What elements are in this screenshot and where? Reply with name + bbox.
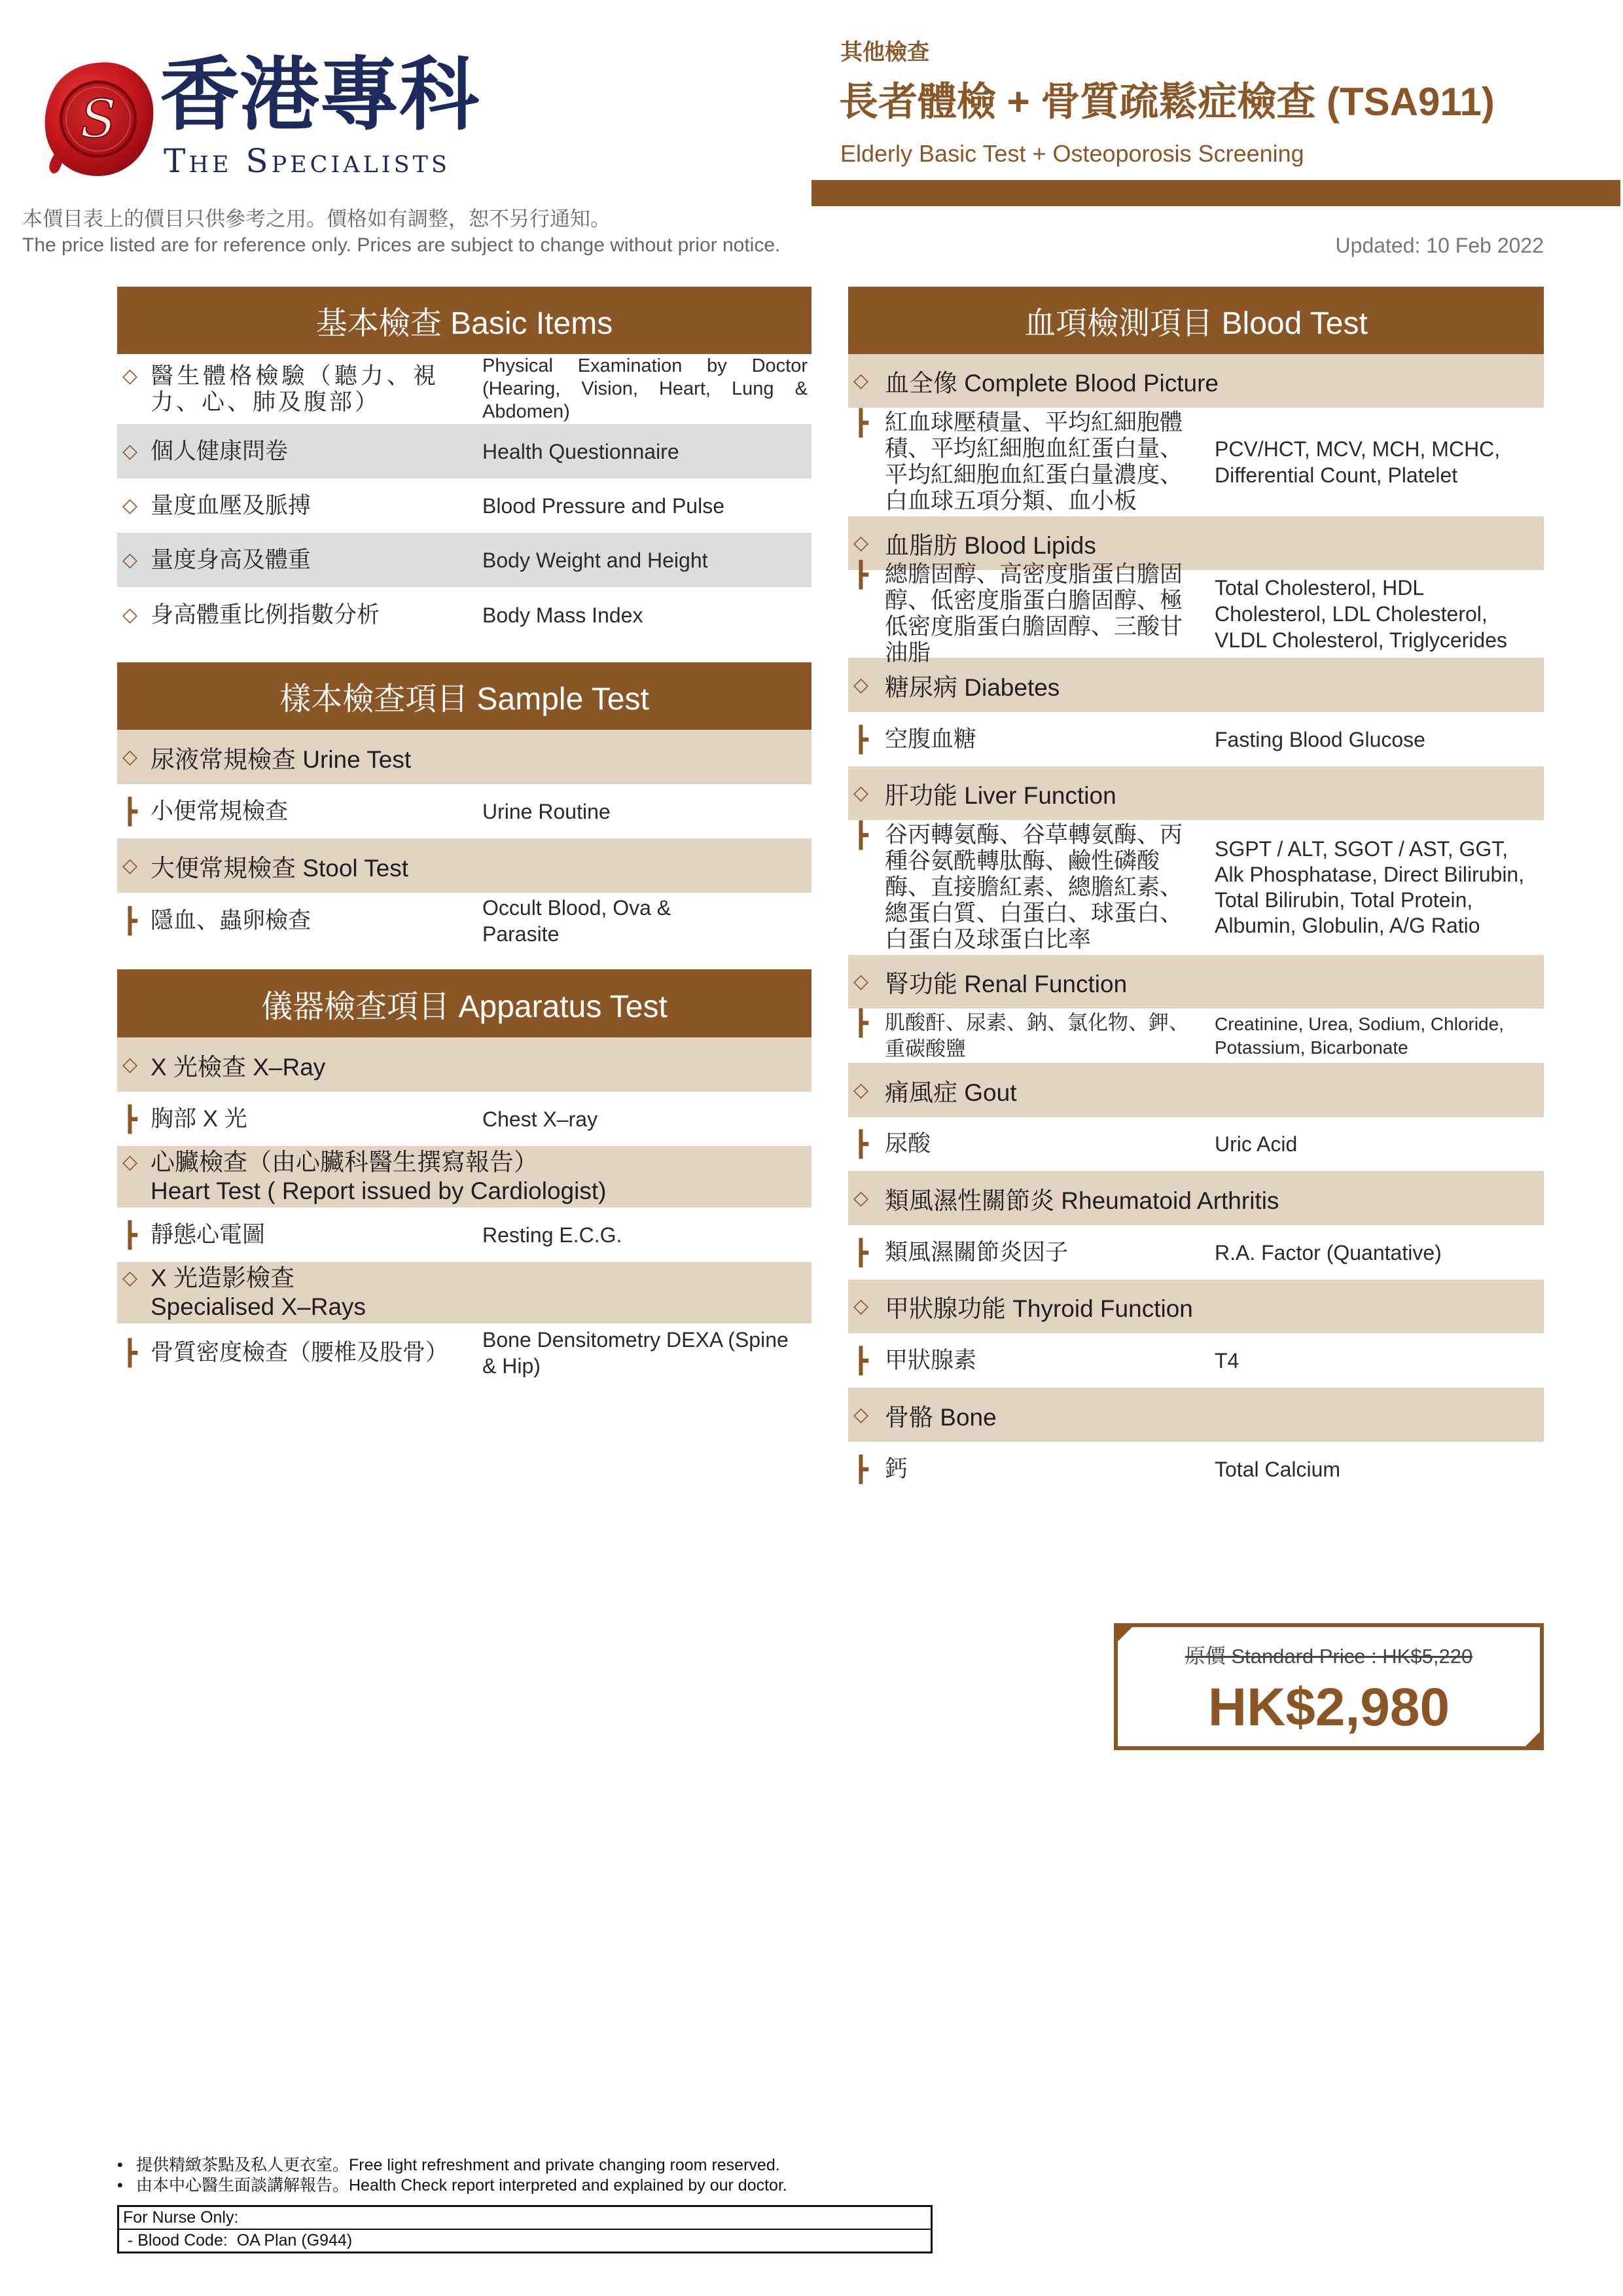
- blood-item-ra-factor: [848, 1225, 1544, 1280]
- section-x-ray: [117, 1037, 812, 1092]
- basic-item-blood-pressure: [117, 478, 812, 533]
- item-name-en: Uric Acid: [1215, 1132, 1298, 1156]
- diamond-bullet-icon: ◇: [122, 745, 138, 768]
- disclaimer-zh: 本價目表上的價目只供參考之用。價格如有調整，恕不另行通知。: [22, 207, 611, 230]
- diamond-bullet-icon: ◇: [853, 1403, 869, 1426]
- apparatus-item-chest-x-ray: [117, 1092, 812, 1146]
- blood-code: - Blood Code: OA Plan (G944): [123, 2231, 353, 2250]
- item-name-zh: 肌酸酐、尿素、鈉、氯化物、鉀、重碳酸鹽: [885, 1011, 1189, 1060]
- blood-item-uric-acid: [848, 1117, 1544, 1171]
- nurse-box-title: For Nurse Only:: [119, 2207, 931, 2230]
- sample-item-urine-routine: [117, 784, 812, 838]
- section-urine-test: [117, 730, 812, 784]
- diamond-bullet-icon: ◇: [122, 854, 138, 876]
- item-name-zh: 谷丙轉氨酶、谷草轉氨酶、丙種谷氨酰轉肽酶、鹼性磷酸酶、直接膽紅素、總膽紅素、總蛋白質、白蛋白、球蛋白、白蛋白及球蛋白比率: [885, 822, 1183, 952]
- diamond-bullet-icon: ◇: [853, 532, 869, 554]
- basic-item-bmi: [117, 587, 812, 643]
- item-name-zh: 隱血、蟲卵檢查: [151, 907, 312, 933]
- right-column: [848, 287, 1544, 1496]
- diamond-bullet-icon: ◇: [122, 1151, 138, 1173]
- section-title: 血全像 Complete Blood Picture: [885, 370, 1219, 397]
- section-title: 甲狀腺功能 Thyroid Function: [885, 1295, 1193, 1322]
- section-renal-function: [848, 955, 1544, 1009]
- section-specialised-x-rays: [117, 1262, 812, 1323]
- branch-bullet-icon: ┣: [853, 1130, 868, 1158]
- updated-date: Updated: 10 Feb 2022: [1335, 234, 1544, 257]
- item-name-en: Health Questionnaire: [482, 439, 679, 463]
- item-name-zh: 靜態心電圖: [151, 1221, 266, 1247]
- section-title-en: Heart Test ( Report issued by Cardiologist): [151, 1177, 607, 1204]
- page-subtitle: Elderly Basic Test + Osteoporosis Screening: [840, 140, 1304, 167]
- blood-item-liver-function: [848, 820, 1544, 955]
- note-text: 由本中心醫生面談講解報告。Health Check report interpreted and explained by our doctor.: [136, 2176, 787, 2195]
- item-name-en: Body Weight and Height: [482, 548, 708, 572]
- blood-item-total-calcium: [848, 1442, 1544, 1496]
- blood-item-lipids: [848, 560, 1544, 666]
- branch-bullet-icon: ┣: [122, 797, 137, 826]
- item-name-en: Body Mass Index: [482, 603, 643, 627]
- section-title: X 光檢查 X–Ray: [151, 1053, 326, 1081]
- blood-item-fasting-glucose: [848, 712, 1544, 766]
- item-name-en: Total Cholesterol, HDL Cholesterol, LDL Cholesterol, VLDL Cholesterol, Triglycerides: [1215, 576, 1507, 652]
- item-name-zh: 醫生體格檢驗（聽力、視力、心、肺及腹部）: [151, 363, 438, 415]
- section-bone: [848, 1388, 1544, 1442]
- item-name-en: T4: [1215, 1348, 1240, 1372]
- blood-test-header: 血項檢測項目 Blood Test: [848, 287, 1544, 354]
- branch-bullet-icon: ┣: [853, 1238, 868, 1267]
- branch-bullet-icon: ┣: [853, 560, 868, 589]
- diamond-bullet-icon: ◇: [122, 1267, 138, 1289]
- note-text: 提供精緻茶點及私人更衣室。Free light refreshment and private changing room reserved.: [136, 2156, 780, 2174]
- item-name-en: Chest X–ray: [482, 1107, 598, 1131]
- section-title: 糖尿病 Diabetes: [885, 673, 1060, 701]
- diamond-bullet-icon: ◇: [122, 365, 138, 387]
- branch-bullet-icon: ┣: [122, 906, 137, 935]
- section-title: 類風濕性關節炎 Rheumatoid Arthritis: [885, 1187, 1279, 1214]
- branch-bullet-icon: ┣: [122, 1220, 137, 1249]
- basic-item-questionnaire: [117, 424, 812, 478]
- section-title: 骨骼 Bone: [885, 1403, 997, 1431]
- item-name-zh: 空腹血糖: [885, 726, 977, 752]
- item-name-zh: 鈣: [885, 1456, 908, 1482]
- section-title-zh: 心臟檢查（由心臟科醫生撰寫報告）: [151, 1149, 538, 1175]
- item-name-en: Occult Blood, Ova & Parasite: [482, 895, 671, 946]
- section-title: 尿液常規檢查 Urine Test: [151, 745, 412, 773]
- blood-item-complete-blood-picture: [848, 408, 1544, 516]
- item-name-en: SGPT / ALT, SGOT / AST, GGT, Alk Phosphatase, Direct Bilirubin, Total Bilirubin, Total Protein, Albumin, Globulin, A/G Ratio: [1215, 837, 1525, 937]
- left-column: [117, 287, 812, 1382]
- branch-bullet-icon: ┣: [853, 821, 868, 850]
- item-name-zh: 尿酸: [885, 1131, 931, 1157]
- bullet-icon: •: [117, 2176, 123, 2195]
- offer-price: HK$2,980: [1207, 1677, 1450, 1737]
- item-name-en: Blood Pressure and Pulse: [482, 493, 724, 518]
- section-gout: [848, 1063, 1544, 1117]
- branch-bullet-icon: ┣: [853, 408, 868, 437]
- section-title-en: Specialised X–Rays: [151, 1293, 366, 1320]
- section-title: 血脂肪 Blood Lipids: [885, 532, 1096, 559]
- item-name-en: Resting E.C.G.: [482, 1223, 622, 1247]
- branch-bullet-icon: ┣: [853, 1346, 868, 1375]
- diamond-bullet-icon: ◇: [122, 494, 138, 516]
- diamond-bullet-icon: ◇: [853, 370, 869, 391]
- brand-name-en: The Specialists: [164, 142, 450, 180]
- note-item: [117, 2176, 787, 2196]
- corner-decoration: [1114, 1623, 1136, 1645]
- diamond-bullet-icon: ◇: [853, 782, 869, 804]
- item-name-en: Urine Routine: [482, 799, 611, 823]
- standard-price: 原價 Standard Price : HK$5,220: [1185, 1645, 1473, 1668]
- section-title: 痛風症 Gout: [885, 1079, 1017, 1106]
- diamond-bullet-icon: ◇: [122, 440, 138, 462]
- diamond-bullet-icon: ◇: [122, 548, 138, 571]
- diamond-bullet-icon: ◇: [122, 603, 138, 626]
- diamond-bullet-icon: ◇: [853, 1187, 869, 1209]
- item-name-en: PCV/HCT, MCV, MCH, MCHC, Differential Count, Platelet: [1215, 437, 1501, 487]
- section-title: 腎功能 Renal Function: [885, 971, 1128, 997]
- disclaimer-en: The price listed are for reference only. Prices are subject to change without prior notice.: [22, 234, 781, 256]
- basic-item-physical-exam: [117, 354, 812, 424]
- section-rheumatoid-arthritis: [848, 1171, 1544, 1225]
- page-title: 長者體檢 + 骨質疏鬆症檢查 (TSA911): [839, 80, 1495, 124]
- apparatus-test-header: 儀器檢查項目 Apparatus Test: [117, 969, 812, 1037]
- item-name-zh: 個人健康問卷: [151, 438, 289, 464]
- section-title: 肝功能 Liver Function: [885, 782, 1116, 809]
- branch-bullet-icon: ┣: [853, 1454, 868, 1484]
- item-name-zh: 小便常規檢查: [151, 798, 289, 824]
- branch-bullet-icon: ┣: [853, 1008, 868, 1037]
- section-heart-test: [117, 1146, 812, 1208]
- price-box: [1114, 1623, 1544, 1750]
- diamond-bullet-icon: ◇: [853, 971, 869, 992]
- nurse-only-box: [117, 2205, 933, 2253]
- section-liver-function: [848, 766, 1544, 820]
- item-name-zh: 甲狀腺素: [885, 1347, 977, 1373]
- item-name-en: Bone Densitometry DEXA (Spine & Hip): [482, 1327, 789, 1378]
- blood-item-renal-function: [848, 1009, 1544, 1063]
- diamond-bullet-icon: ◇: [122, 1053, 138, 1075]
- item-name-en: R.A. Factor (Quantative): [1215, 1240, 1442, 1265]
- wax-seal-logo-icon: [41, 56, 156, 181]
- item-name-zh: 量度血壓及脈搏: [151, 492, 312, 518]
- footer-notes: [117, 2155, 787, 2196]
- sample-item-occult-blood: [117, 893, 812, 948]
- item-name-en: Fasting Blood Glucose: [1215, 727, 1425, 751]
- bullet-icon: •: [117, 2156, 123, 2174]
- apparatus-item-resting-ecg: [117, 1208, 812, 1262]
- title-accent-bar: [812, 180, 1620, 206]
- note-item: [117, 2155, 787, 2176]
- item-name-zh: 量度身高及體重: [151, 547, 312, 573]
- seal-letter: S: [80, 88, 116, 150]
- basic-item-weight-height: [117, 533, 812, 587]
- sample-test-header: 樣本檢查項目 Sample Test: [117, 662, 812, 730]
- item-name-en: Total Calcium: [1215, 1457, 1341, 1481]
- section-thyroid-function: [848, 1280, 1544, 1333]
- section-complete-blood-picture: [848, 354, 1544, 408]
- item-name-zh: 身高體重比例指數分析: [151, 601, 380, 628]
- item-name-zh: 類風濕關節炎因子: [885, 1239, 1069, 1265]
- item-name-zh: 紅血球壓積量、平均紅細胞體積、平均紅細胞血紅蛋白量、平均紅細胞血紅蛋白量濃度、白血球五項分類、血小板: [885, 410, 1183, 514]
- diamond-bullet-icon: ◇: [853, 1079, 869, 1101]
- branch-bullet-icon: ┣: [122, 1338, 137, 1367]
- section-title: 大便常規檢查 Stool Test: [151, 854, 409, 882]
- item-name-en: Physical Examination by Doctor (Hearing, Vision, Heart, Lung & Abdomen): [482, 355, 808, 422]
- diamond-bullet-icon: ◇: [853, 1295, 869, 1317]
- blood-item-t4: [848, 1333, 1544, 1388]
- section-title-zh: X 光造影檢查: [151, 1265, 294, 1291]
- diamond-bullet-icon: ◇: [853, 673, 869, 696]
- category-label: 其他檢查: [840, 40, 929, 65]
- section-stool-test: [117, 838, 812, 893]
- brand-name-zh: 香港專科: [160, 47, 479, 141]
- branch-bullet-icon: ┣: [122, 1104, 137, 1134]
- item-name-zh: 胸部 X 光: [151, 1105, 247, 1132]
- item-name-en: Creatinine, Urea, Sodium, Chloride, Potassium, Bicarbonate: [1215, 1013, 1504, 1058]
- item-name-zh: 總膽固醇、高密度脂蛋白膽固醇、低密度脂蛋白膽固醇、極低密度脂蛋白膽固醇、三酸甘油脂: [885, 562, 1183, 666]
- basic-items-header: 基本檢查 Basic Items: [117, 287, 812, 354]
- branch-bullet-icon: ┣: [853, 725, 868, 754]
- item-name-zh: 骨質密度檢查（腰椎及股骨）: [151, 1339, 449, 1365]
- apparatus-item-bone-densitometry: [117, 1323, 812, 1382]
